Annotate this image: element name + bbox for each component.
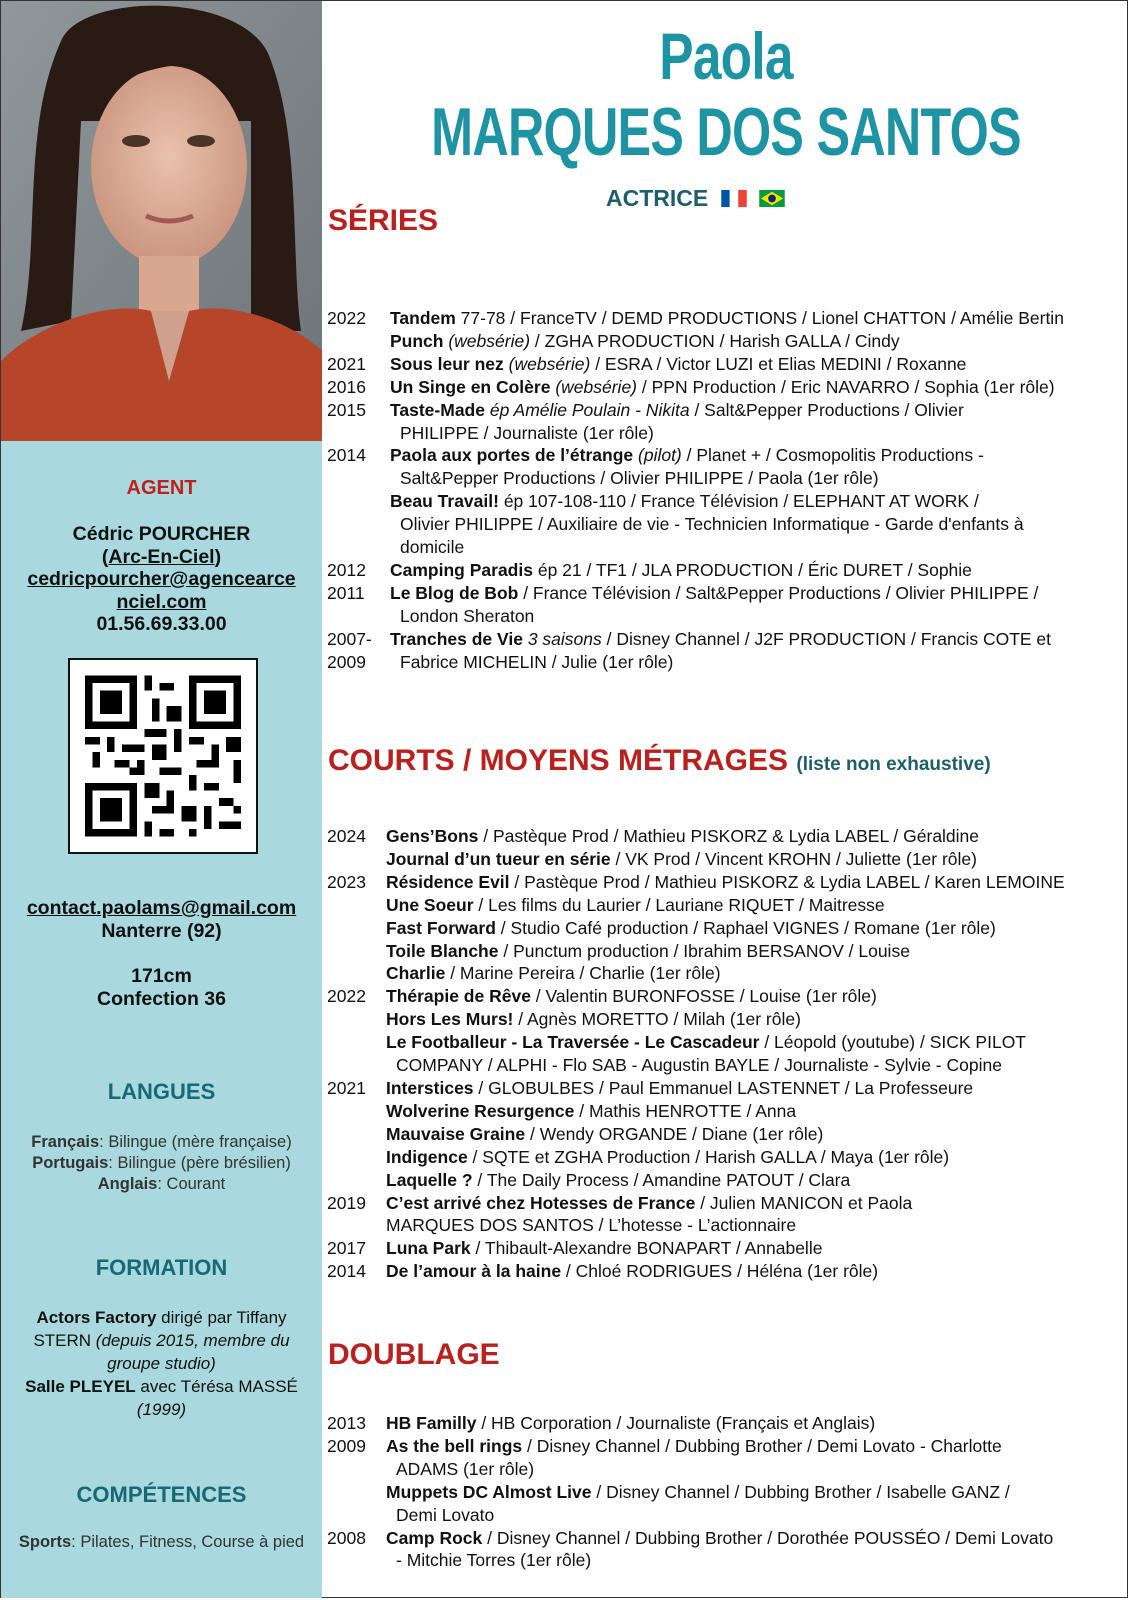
credit-row bbox=[327, 353, 1127, 376]
credit-title: HB Familly bbox=[386, 1413, 477, 1433]
credit-line bbox=[390, 376, 1127, 399]
credit-title: Tranches de Vie bbox=[390, 628, 523, 649]
agency-paren-open: ( bbox=[101, 545, 109, 568]
credit-year: 2022 bbox=[327, 308, 366, 328]
credit-year: 2015 bbox=[327, 399, 366, 420]
credit-row bbox=[327, 1169, 1127, 1192]
credit-details: / The Daily Process / Amandine PATOUT / Clara bbox=[472, 1169, 851, 1190]
credit-details: / Pastèque Prod / Mathieu PISKORZ & Lydia LABEL / Géraldine bbox=[478, 826, 980, 846]
credit-year: 2024 bbox=[327, 826, 366, 846]
credit-line bbox=[390, 399, 1127, 422]
credit-continuation: Demi Lovato bbox=[396, 1504, 495, 1525]
courts-heading: COURTS / MOYENS MÉTRAGES (liste non exhaustive) bbox=[328, 744, 991, 777]
credit-year: 2014 bbox=[327, 1261, 366, 1282]
credit-year: 2021 bbox=[327, 353, 366, 374]
credit-line bbox=[390, 559, 1127, 582]
credit-row bbox=[327, 1481, 1127, 1527]
credit-year: 2019 bbox=[327, 1192, 366, 1213]
credit-title: Indigence bbox=[386, 1146, 468, 1167]
credit-line bbox=[386, 1412, 1127, 1435]
credit-continuation: - Mitchie Torres (1er rôle) bbox=[396, 1550, 592, 1571]
credit-row bbox=[327, 1031, 1127, 1077]
credit-line bbox=[386, 1169, 1127, 1192]
credit-row bbox=[327, 330, 1127, 353]
credit-details: / Wendy ORGANDE / Diane (1er rôle) bbox=[525, 1123, 824, 1144]
credit-continuation: Fabrice MICHELIN / Julie (1er rôle) bbox=[400, 651, 674, 672]
credit-details: / Disney Channel / Dubbing Brother / Isabelle GANZ / bbox=[591, 1481, 1010, 1502]
credit-year: 2022 bbox=[327, 986, 366, 1007]
credit-line bbox=[386, 1008, 1127, 1031]
credit-line bbox=[386, 1435, 1127, 1458]
agent-info bbox=[1, 523, 322, 636]
credit-row bbox=[327, 307, 1127, 330]
credit-line bbox=[390, 307, 1127, 330]
contact-email[interactable]: contact.paolams@gmail.com bbox=[26, 897, 297, 919]
credit-title: Paola aux portes de l’étrange bbox=[390, 445, 634, 466]
credit-title: Camping Paradis bbox=[390, 559, 533, 580]
credit-continuation: domicile bbox=[400, 537, 465, 558]
credit-line bbox=[386, 848, 1127, 871]
credit-note: 3 saisons bbox=[522, 628, 602, 649]
credit-details: ép 21 / TF1 / JLA PRODUCTION / Éric DURET / Sophie bbox=[532, 559, 972, 580]
credit-title: Thérapie de Rêve bbox=[386, 986, 531, 1007]
credit-details: / Pastèque Prod / Mathieu PISKORZ & Lydia LABEL / Karen LEMOINE bbox=[509, 871, 1065, 892]
credit-title: Toile Blanche bbox=[386, 940, 499, 961]
credit-continuation: Olivier PHILIPPE / Auxiliaire de vie - Technicien Informatique - Garde d'enfants à bbox=[400, 514, 1024, 535]
height: 171cm bbox=[131, 965, 192, 987]
credit-line bbox=[386, 1100, 1127, 1123]
agent-agency bbox=[1, 546, 322, 569]
credit-title: Laquelle ? bbox=[386, 1169, 473, 1190]
agent-email-link-part1[interactable]: cedricpourcher@agencearce bbox=[27, 568, 296, 590]
agent-name: Cédric POURCHER bbox=[72, 523, 251, 545]
credit-line bbox=[386, 1192, 1127, 1215]
credit-details: / Disney Channel / J2F PRODUCTION / Francis COTE et bbox=[601, 628, 1052, 649]
credit-line bbox=[386, 962, 1127, 985]
credit-continuation: MARQUES DOS SANTOS / L’hotesse - L’actionnaire bbox=[386, 1215, 797, 1236]
credit-details: / VK Prod / Vincent KROHN / Juliette (1er rôle) bbox=[610, 848, 977, 869]
brazil-flag-icon bbox=[759, 190, 785, 207]
languages-list bbox=[1, 1132, 322, 1195]
credit-year: 2023 bbox=[327, 871, 366, 892]
series-heading: SÉRIES bbox=[328, 204, 439, 237]
credit-year: 2013 bbox=[327, 1413, 366, 1433]
credit-title: Charlie bbox=[386, 963, 446, 984]
credit-line bbox=[386, 985, 1127, 1008]
credit-row bbox=[327, 1146, 1127, 1169]
credit-row bbox=[327, 1100, 1127, 1123]
credit-line bbox=[386, 1146, 1127, 1169]
formation-heading: FORMATION bbox=[95, 1255, 228, 1280]
credit-line bbox=[386, 1077, 1127, 1100]
credit-details: / Disney Channel / Dubbing Brother / Dorothée POUSSÉO / Demi Lovato bbox=[482, 1527, 1054, 1548]
credit-continuation: London Sheraton bbox=[400, 605, 535, 626]
credit-line bbox=[386, 1527, 1127, 1550]
credit-details: / GLOBULBES / Paul Emmanuel LASTENNET / La Professeure bbox=[473, 1077, 974, 1098]
credit-title: Sous leur nez bbox=[390, 353, 504, 374]
credit-year: 2008 bbox=[327, 1527, 366, 1548]
agency-link[interactable]: Arc-En-Ciel bbox=[108, 545, 215, 568]
language-item: Anglais: Courant bbox=[97, 1175, 226, 1193]
credit-details: / PPN Production / Eric NAVARRO / Sophia (1er rôle) bbox=[637, 376, 1055, 397]
credit-details: / Disney Channel / Dubbing Brother / Demi Lovato - Charlotte bbox=[522, 1435, 1002, 1456]
credit-line bbox=[386, 1031, 1127, 1054]
credit-row bbox=[327, 940, 1127, 963]
last-name: MARQUES DOS SANTOS bbox=[431, 94, 1021, 170]
credit-row bbox=[327, 1260, 1127, 1283]
formation-item: Salle PLEYEL avec Térésa MASSÉ (1999) bbox=[25, 1377, 298, 1419]
credit-title: Hors Les Murs! bbox=[386, 1009, 514, 1030]
credit-title: De l’amour à la haine bbox=[386, 1261, 562, 1282]
credit-details: / France Télévision / Salt&Pepper Productions / Olivier PHILIPPE / bbox=[518, 582, 1039, 603]
credit-details: / Julien MANICON et Paola bbox=[695, 1192, 913, 1213]
credit-note: (websérie) bbox=[443, 330, 531, 351]
credit-details: 77-78 / FranceTV / DEMD PRODUCTIONS / Lionel CHATTON / Amélie Bertin bbox=[455, 308, 1064, 328]
credit-title: Beau Travail! bbox=[390, 491, 499, 512]
languages-heading: LANGUES bbox=[107, 1079, 216, 1104]
credit-details: ép 107-108-110 / France Télévision / ELEPHANT AT WORK / bbox=[498, 491, 979, 512]
credit-details: / Mathis HENROTTE / Anna bbox=[574, 1100, 797, 1121]
series-list bbox=[327, 307, 1127, 674]
france-flag-icon bbox=[721, 190, 747, 207]
credit-title: Tandem bbox=[390, 308, 456, 328]
skills-list: Sports: Pilates, Fitness, Course à pied bbox=[18, 1533, 305, 1551]
body-info bbox=[1, 965, 322, 1011]
credit-continuation: PHILIPPE / Journaliste (1er rôle) bbox=[400, 422, 654, 443]
credit-row bbox=[327, 376, 1127, 399]
credit-line bbox=[386, 871, 1127, 894]
credit-title: Le Footballeur - La Traversée - Le Cascadeur bbox=[386, 1032, 760, 1053]
credit-title: Gens’Bons bbox=[386, 826, 479, 846]
credit-line bbox=[390, 330, 1127, 353]
credit-line bbox=[390, 444, 1127, 467]
credit-row bbox=[327, 1237, 1127, 1260]
language-item: Portugais: Bilingue (père brésilien) bbox=[32, 1154, 291, 1172]
dubbing-list bbox=[327, 1412, 1127, 1572]
credit-details: / Chloé RODRIGUES / Héléna (1er rôle) bbox=[561, 1261, 879, 1282]
credit-title: Un Singe en Colère bbox=[390, 376, 551, 397]
credit-details: / ZGHA PRODUCTION / Harish GALLA / Cindy bbox=[530, 330, 900, 351]
credit-row bbox=[327, 848, 1127, 871]
credit-row bbox=[327, 444, 1127, 490]
credit-line bbox=[390, 628, 1127, 651]
credit-row bbox=[327, 871, 1127, 894]
credit-row bbox=[327, 825, 1127, 848]
first-name: Paola bbox=[659, 19, 793, 93]
credit-title: Une Soeur bbox=[386, 894, 474, 915]
credit-title: Camp Rock bbox=[386, 1527, 483, 1548]
credit-title: C’est arrivé chez Hotesses de France bbox=[386, 1192, 696, 1213]
credit-row bbox=[327, 1435, 1127, 1481]
credit-continuation: ADAMS (1er rôle) bbox=[396, 1458, 535, 1479]
credit-title: Punch bbox=[390, 330, 444, 351]
credit-row bbox=[327, 894, 1127, 917]
credit-title: Luna Park bbox=[386, 1238, 471, 1259]
credit-details: / Thibault-Alexandre BONAPART / Annabelle bbox=[470, 1238, 823, 1259]
credit-row bbox=[327, 628, 1127, 674]
credit-year: 2009 bbox=[327, 651, 366, 672]
credit-year: 2009 bbox=[327, 1435, 366, 1456]
credit-line bbox=[386, 894, 1127, 917]
credit-note: ép Amélie Poulain - Nikita bbox=[484, 399, 690, 420]
agent-heading: AGENT bbox=[126, 477, 197, 499]
credit-details: / Planet + / Cosmopolitis Productions - bbox=[681, 445, 984, 466]
credit-details: / HB Corporation / Journaliste (Français et Anglais) bbox=[476, 1413, 876, 1433]
credit-title: Interstices bbox=[386, 1077, 474, 1098]
credit-year: 2017 bbox=[327, 1238, 366, 1259]
contact-city: Nanterre (92) bbox=[101, 920, 222, 942]
credit-year: 2007- bbox=[327, 628, 372, 649]
credit-line bbox=[386, 940, 1127, 963]
credit-details: / Punctum production / Ibrahim BERSANOV / Louise bbox=[498, 940, 910, 961]
credit-row bbox=[327, 559, 1127, 582]
credit-row bbox=[327, 1123, 1127, 1146]
role: ACTRICE bbox=[606, 185, 709, 211]
credit-details: / Salt&Pepper Productions / Olivier bbox=[689, 399, 964, 420]
credit-title: As the bell rings bbox=[386, 1435, 523, 1456]
credit-line bbox=[390, 582, 1127, 605]
credit-title: Le Blog de Bob bbox=[390, 582, 519, 603]
credit-title: Fast Forward bbox=[386, 917, 496, 938]
credit-details: / Studio Café production / Raphael VIGNES / Romane (1er rôle) bbox=[495, 917, 996, 938]
credit-line bbox=[386, 1260, 1127, 1283]
credit-line bbox=[390, 490, 1127, 513]
credit-details: / Valentin BURONFOSSE / Louise (1er rôle) bbox=[530, 986, 877, 1007]
clothing-size: Confection 36 bbox=[97, 988, 226, 1010]
credit-title: Résidence Evil bbox=[386, 871, 510, 892]
credit-row bbox=[327, 962, 1127, 985]
credit-year: 2012 bbox=[327, 559, 366, 580]
credit-year: 2021 bbox=[327, 1077, 366, 1098]
credit-title: Taste-Made bbox=[390, 399, 485, 420]
role-line bbox=[606, 185, 785, 212]
dubbing-heading: DOUBLAGE bbox=[328, 1338, 500, 1371]
credit-row bbox=[327, 399, 1127, 445]
agent-email[interactable] bbox=[1, 568, 322, 613]
credit-note: (pilot) bbox=[633, 445, 682, 466]
formation-item: Actors Factory dirigé par Tiffany STERN (depuis 2015, membre du groupe studio) bbox=[33, 1308, 290, 1373]
credit-title: Mauvaise Graine bbox=[386, 1123, 526, 1144]
qr-code[interactable] bbox=[68, 658, 258, 854]
agency-paren-close: ) bbox=[214, 545, 222, 568]
sidebar bbox=[1, 1, 322, 1598]
agent-phone: 01.56.69.33.00 bbox=[96, 613, 227, 635]
credit-line bbox=[386, 1123, 1127, 1146]
contact-block bbox=[1, 897, 322, 943]
credit-details: / ESRA / Victor LUZI et Elias MEDINI / Roxanne bbox=[590, 353, 967, 374]
credit-title: Muppets DC Almost Live bbox=[386, 1481, 592, 1502]
credit-details: / Léopold (youtube) / SICK PILOT bbox=[759, 1032, 1026, 1053]
formation-list bbox=[1, 1306, 322, 1421]
credit-row bbox=[327, 1527, 1127, 1573]
credit-title: Journal d’un tueur en série bbox=[386, 848, 611, 869]
credit-continuation: COMPANY / ALPHI - Flo SAB - Augustin BAYLE / Journaliste - Sylvie - Copine bbox=[396, 1055, 1002, 1076]
headshot-photo bbox=[1, 1, 322, 441]
credit-line bbox=[386, 917, 1127, 940]
credit-row bbox=[327, 917, 1127, 940]
credit-details: / SQTE et ZGHA Production / Harish GALLA / Maya (1er rôle) bbox=[467, 1146, 950, 1167]
courts-note: (liste non exhaustive) bbox=[796, 754, 991, 775]
courts-list bbox=[327, 825, 1127, 1283]
credit-note: (websérie) bbox=[550, 376, 638, 397]
credit-title: Wolverine Resurgence bbox=[386, 1100, 575, 1121]
language-item: Français: Bilingue (mère française) bbox=[31, 1133, 292, 1151]
credit-row bbox=[327, 1412, 1127, 1435]
credit-row bbox=[327, 490, 1127, 559]
credit-details: / Marine Pereira / Charlie (1er rôle) bbox=[445, 963, 721, 984]
credit-year: 2011 bbox=[327, 582, 365, 603]
credit-line bbox=[386, 1481, 1127, 1504]
credit-row bbox=[327, 582, 1127, 628]
skills-heading: COMPÉTENCES bbox=[76, 1482, 247, 1507]
credit-row bbox=[327, 1192, 1127, 1238]
credit-continuation: Salt&Pepper Productions / Olivier PHILIPPE / Paola (1er rôle) bbox=[400, 468, 879, 489]
credit-year: 2014 bbox=[327, 445, 366, 466]
agent-email-link-part2[interactable]: nciel.com bbox=[116, 590, 207, 613]
credit-details: / Agnès MORETTO / Milah (1er rôle) bbox=[513, 1009, 801, 1030]
credit-line bbox=[390, 353, 1127, 376]
credit-row bbox=[327, 985, 1127, 1008]
credit-details: / Les films du Laurier / Lauriane RIQUET / Maitresse bbox=[473, 894, 885, 915]
credit-row bbox=[327, 1077, 1127, 1100]
credit-line bbox=[386, 825, 1127, 848]
credit-year: 2016 bbox=[327, 376, 366, 397]
credit-line bbox=[386, 1237, 1127, 1260]
credit-note: (websérie) bbox=[503, 353, 591, 374]
credit-row bbox=[327, 1008, 1127, 1031]
